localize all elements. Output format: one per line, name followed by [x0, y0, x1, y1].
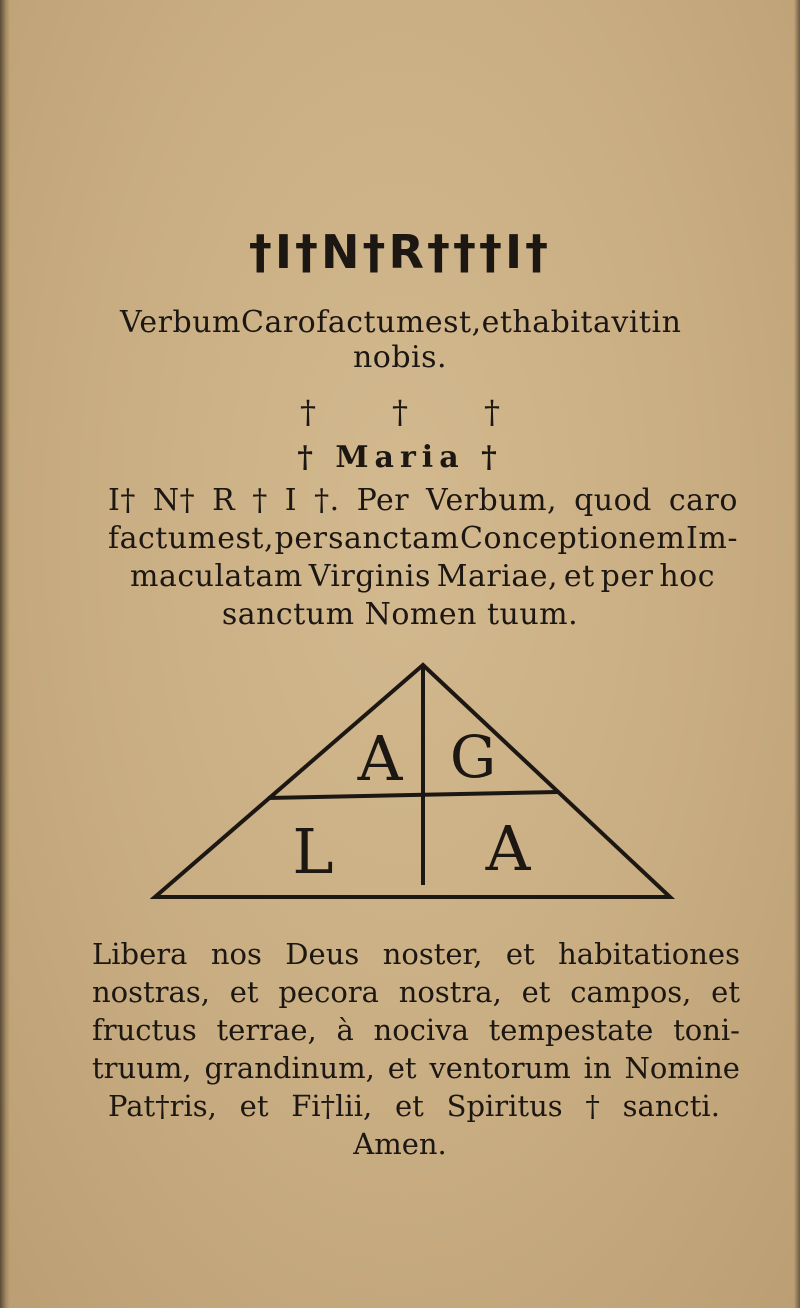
word: Verbum,: [426, 483, 558, 518]
agla-letter-top-left: A: [357, 722, 403, 795]
word: factum: [108, 521, 217, 556]
word: Conceptionem: [460, 521, 686, 556]
word: et: [229, 975, 259, 1009]
agla-triangle-diagram: [150, 655, 680, 905]
word: in: [583, 1051, 612, 1085]
inri-heading: †I†N†R†††I†: [248, 225, 552, 279]
word: habitationes: [558, 937, 740, 971]
word: Mariae,: [436, 559, 559, 594]
word: Im-: [686, 521, 738, 556]
word: nociva: [373, 1013, 469, 1047]
word: grandinum,: [204, 1051, 375, 1085]
word: et: [521, 975, 551, 1009]
word: I†: [108, 483, 136, 518]
word: Caro: [240, 305, 317, 340]
word: factum: [316, 305, 425, 340]
prayer2-line-3: [92, 1013, 740, 1047]
word: Per: [356, 483, 410, 518]
word: maculatam: [130, 559, 303, 594]
word: nos: [210, 937, 262, 971]
word: R: [212, 483, 236, 518]
agla-letter-top-right: G: [449, 723, 497, 791]
word: †: [392, 393, 408, 431]
cross-row: [300, 393, 500, 431]
word: Fi†lii,: [291, 1089, 373, 1123]
word: N†: [152, 483, 196, 518]
verse-line-2: nobis.: [352, 340, 448, 375]
word: à: [336, 1013, 354, 1047]
word: est,: [217, 521, 275, 556]
triangle-outline: [155, 665, 670, 897]
word: per: [274, 521, 328, 556]
word: est,: [424, 305, 482, 340]
prayer2-line-4: [92, 1051, 740, 1085]
word: Virginis: [308, 559, 431, 594]
word: et: [394, 1089, 424, 1123]
word: †: [484, 393, 500, 431]
word: terrae,: [216, 1013, 317, 1047]
word: †: [300, 393, 316, 431]
word: sancti.: [622, 1089, 720, 1123]
prayer2-line-1: [92, 937, 740, 971]
word: et: [481, 305, 513, 340]
word: toni-: [673, 1013, 740, 1047]
word: campos,: [570, 975, 692, 1009]
word: per: [600, 559, 654, 594]
word: et: [505, 937, 535, 971]
word: Deus: [285, 937, 360, 971]
prayer1-line-1: [108, 483, 738, 518]
prayer2-line-2: [92, 975, 740, 1009]
agla-letter-bottom-right: A: [485, 812, 531, 885]
word: et: [711, 975, 740, 1009]
word: in: [651, 305, 682, 340]
word: Nomine: [624, 1051, 740, 1085]
word: fructus: [92, 1013, 197, 1047]
maria-heading: † Maria †: [297, 440, 503, 475]
prayer1-line-3: [130, 559, 715, 594]
word: †: [585, 1089, 600, 1123]
word: †: [252, 483, 268, 518]
word: ventorum: [429, 1051, 571, 1085]
word: noster,: [382, 937, 483, 971]
prayer1-line-4: sanctum Nomen tuum.: [221, 597, 579, 632]
word: caro: [668, 483, 738, 518]
word: Libera: [92, 937, 188, 971]
word: quod: [574, 483, 652, 518]
page-left-edge: [0, 0, 10, 1308]
word: pecora: [278, 975, 379, 1009]
word: hoc: [659, 559, 715, 594]
page-right-edge: [794, 0, 800, 1308]
word: nostras,: [92, 975, 210, 1009]
word: I: [284, 483, 298, 518]
word: tempestate: [488, 1013, 654, 1047]
word: habitavit: [512, 305, 652, 340]
agla-letter-bottom-left: L: [292, 815, 334, 888]
word: et: [239, 1089, 269, 1123]
word: nostra,: [398, 975, 502, 1009]
word: sanctam: [328, 521, 460, 556]
word: Verbum: [120, 305, 241, 340]
prayer2-line-6: Amen.: [353, 1127, 447, 1161]
word: truum,: [92, 1051, 192, 1085]
prayer2-line-5: [108, 1089, 720, 1123]
word: Spiritus: [446, 1089, 563, 1123]
triangle-horizontal-divider: [268, 792, 558, 798]
word: et: [563, 559, 595, 594]
verse-line-1: [120, 305, 680, 340]
word: †.: [314, 483, 340, 518]
word: et: [387, 1051, 417, 1085]
prayer1-line-2: [108, 521, 738, 556]
word: Pat†ris,: [108, 1089, 217, 1123]
